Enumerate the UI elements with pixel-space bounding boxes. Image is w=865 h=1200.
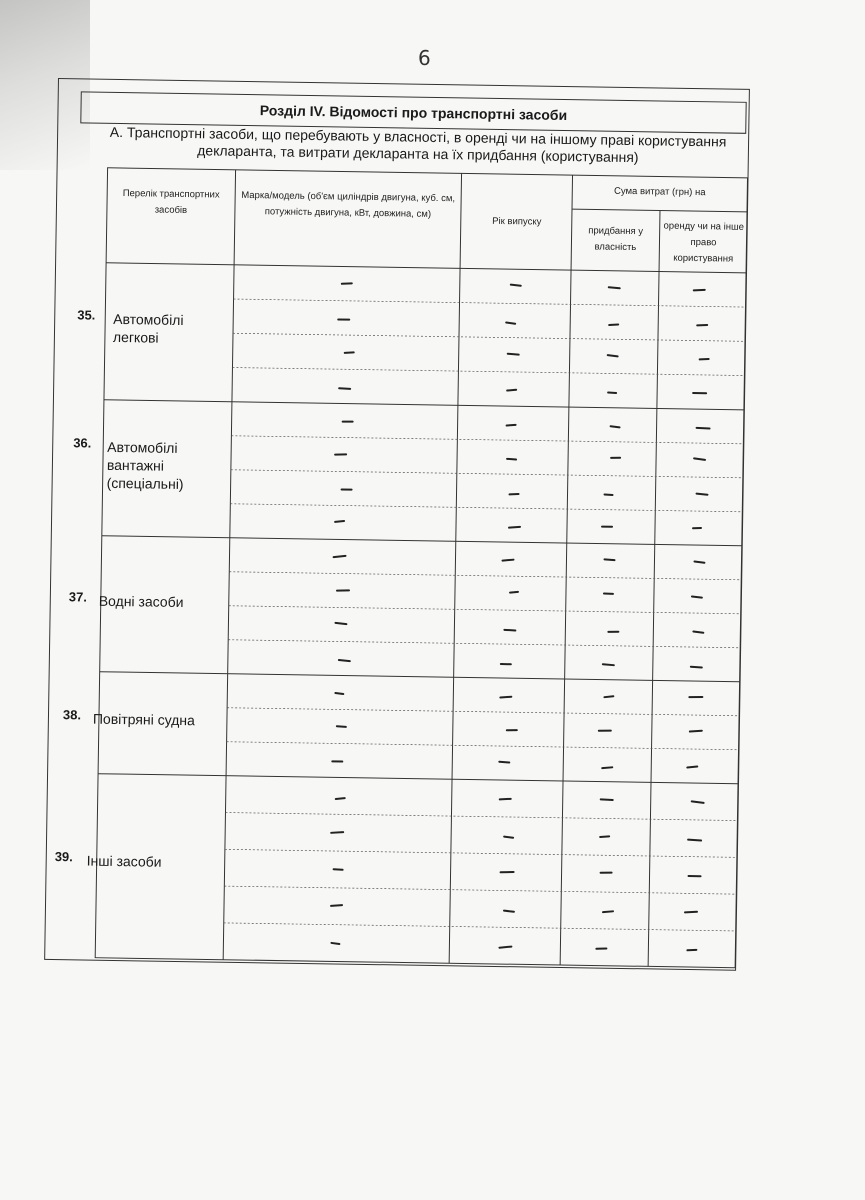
subrow-separator — [233, 333, 745, 341]
subrow-separator — [227, 742, 739, 750]
empty-entry-dash — [341, 420, 353, 422]
header-year: Рік випуску — [492, 215, 542, 228]
section-title: Розділ IV. Відомості про транспортні засоби — [80, 91, 746, 133]
empty-entry-dash — [692, 392, 707, 394]
empty-entry-dash — [499, 798, 512, 800]
empty-entry-dash — [333, 868, 344, 870]
empty-entry-dash — [596, 947, 608, 949]
subrow-separator — [227, 708, 739, 716]
empty-entry-dash — [337, 318, 350, 320]
category-label-38: Повітряні судна — [92, 710, 196, 729]
subrow-separator — [229, 606, 741, 614]
empty-entry-dash — [604, 493, 614, 495]
empty-entry-dash — [506, 458, 517, 460]
category-number-35: 35. — [77, 307, 96, 323]
subrow-separator — [229, 572, 741, 580]
empty-entry-dash — [601, 526, 613, 528]
empty-entry-dash — [331, 760, 343, 762]
empty-entry-dash — [503, 628, 516, 630]
empty-entry-dash — [607, 391, 617, 393]
subrow-separator — [232, 368, 744, 376]
header-sum: Сума витрат (грн) на — [613, 185, 706, 199]
subrow-separator — [228, 640, 740, 648]
subrow-separator — [231, 470, 743, 478]
subtitle-letter: А — [109, 123, 120, 140]
category-label-39: Інші засоби — [86, 852, 162, 870]
category-label-36: Автомобілі вантажні (спеціальні) — [106, 438, 184, 493]
category-label-37: Водні засоби — [98, 592, 184, 611]
empty-entry-dash — [607, 630, 619, 632]
declaration-form — [44, 78, 750, 971]
subrow-separator — [224, 923, 736, 931]
category-number-37: 37. — [68, 589, 88, 605]
category-number-39: 39. — [54, 849, 73, 865]
empty-entry-dash — [500, 663, 512, 665]
page-number: 6 — [418, 46, 431, 70]
subrow-separator — [234, 299, 746, 307]
empty-entry-dash — [699, 357, 710, 359]
subrow-separator — [231, 436, 743, 444]
empty-entry-dash — [341, 282, 353, 284]
header-purchase: придбання у власність — [588, 225, 644, 254]
category-number-36: 36. — [73, 435, 92, 451]
category-number-38: 38. — [62, 707, 82, 723]
empty-entry-dash — [509, 493, 520, 495]
subrow-separator — [225, 813, 737, 821]
empty-entry-dash — [692, 527, 702, 529]
empty-entry-dash — [610, 457, 621, 459]
subrow-separator — [230, 504, 742, 512]
header-list: Перелік транспортних засобів — [122, 188, 220, 217]
subrow-separator — [224, 886, 736, 894]
header-model: Марка/модель (об'єм циліндрів двигуна, куб. см, потужність двигуна, кВт, довжина, см) — [241, 189, 456, 220]
category-label-35: Автомобілі легкові — [112, 310, 184, 346]
empty-entry-dash — [689, 665, 702, 667]
header-rent: оренду чи на інше право користування — [663, 220, 744, 265]
empty-entry-dash — [330, 831, 344, 833]
subrow-separator — [225, 849, 737, 857]
subtitle-text: . Транспортні засоби, що перебувають у власності, в оренді чи на іншому праві користування декларанта, та витрати декларанта на їх придбання (користування) — [119, 123, 727, 166]
